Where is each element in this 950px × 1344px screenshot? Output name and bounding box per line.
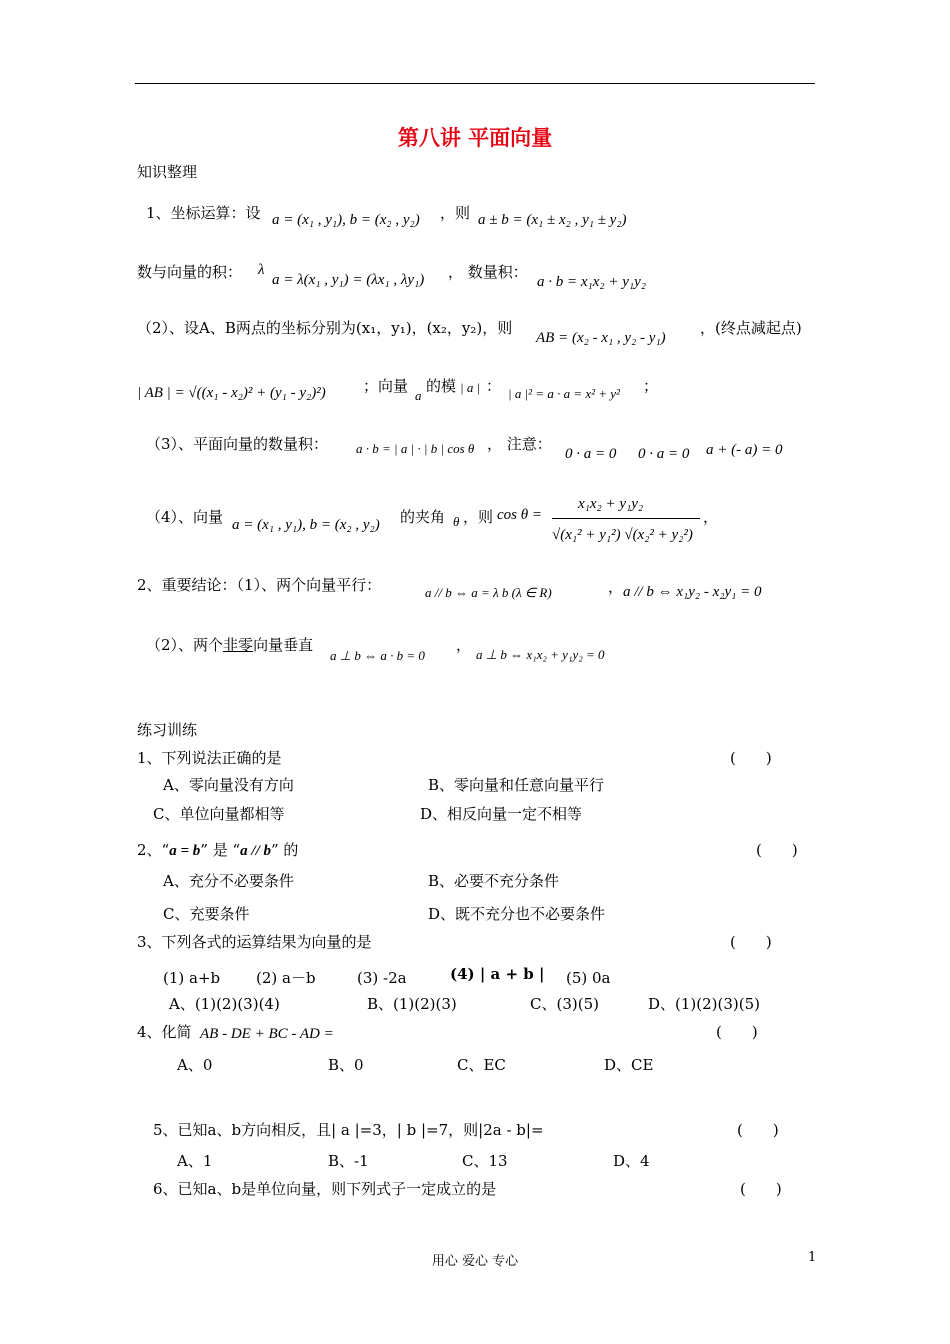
knowledge-line-2-formula: a = λ(x₁ , y₁) = (λx₁ , λy₁): [272, 272, 425, 288]
q5-stem: 5、已知a、b方向相反，且| a |=3，| b |=7，则|2a - b|=: [153, 1121, 544, 1139]
line-8-prefix: （2）、两个: [146, 636, 224, 654]
fraction-bar: [552, 518, 700, 519]
q1-stem: 1、下列说法正确的是: [137, 749, 282, 767]
q5-option-b: B、-1: [328, 1152, 369, 1170]
knowledge-line-8-f2: a ⊥ b ⇔ x₁x₂ + y₁y₂ = 0: [476, 647, 605, 662]
knowledge-line-5-note: ， 注意：: [487, 435, 552, 453]
knowledge-line-7-comma: ，: [608, 578, 624, 596]
q5-option-c: C、13: [462, 1152, 508, 1170]
knowledge-line-6-theta: θ: [453, 514, 460, 529]
q2-answer-paren: ( ): [756, 841, 798, 859]
knowledge-line-4-semi: ；: [643, 377, 659, 395]
knowledge-line-6-denominator: √(x₁² + y₁²) √(x₂² + y₂²): [552, 527, 693, 543]
knowledge-line-7-f2: a // b ⇔ x₁y₂ - x₂y₁ = 0: [623, 584, 762, 600]
knowledge-line-4-text2: 的模: [426, 377, 457, 395]
q2-stem: [137, 840, 298, 861]
q4-option-d: D、CE: [604, 1056, 654, 1074]
knowledge-line-5-f2: 0 · a = 0: [638, 446, 690, 462]
knowledge-line-7-f1: a // b ⇔ a = λ b (λ ∈ R): [425, 585, 552, 600]
knowledge-line-4-formula: | AB | = √((x₁ - x₂)² + (y₁ - y₂)²): [137, 385, 326, 401]
knowledge-line-8-f1: a ⊥ b ⇔ a · b = 0: [330, 648, 425, 663]
q2-option-c: C、充要条件: [163, 905, 250, 923]
knowledge-line-3-note: ，(终点减起点): [700, 319, 802, 337]
q4-answer-paren: ( ): [716, 1023, 758, 1041]
q4-stem: 4、化简: [137, 1023, 192, 1041]
q3-stem: 3、下列各式的运算结果为向量的是: [137, 933, 372, 951]
knowledge-line-4-colon: ：: [486, 377, 502, 395]
knowledge-line-2-dot-label: ， 数量积：: [448, 263, 528, 281]
knowledge-line-8-comma: ，: [456, 636, 472, 654]
section-knowledge-heading: 知识整理: [137, 163, 198, 181]
knowledge-line-8-text: [146, 635, 313, 655]
q3-item-2: (2) a－b: [256, 969, 316, 987]
knowledge-line-7-text: 2、重要结论：（1）、两个向量平行：: [137, 576, 382, 594]
q2-stem-b: ” 是 “: [200, 841, 241, 859]
q5-option-a: A、1: [177, 1152, 213, 1170]
q3-item-3: (3) -2a: [357, 969, 407, 987]
q1-option-a: A、零向量没有方向: [163, 776, 294, 794]
knowledge-line-5-f1: 0 · a = 0: [565, 446, 617, 462]
knowledge-line-2-text: 数与向量的积：: [137, 263, 243, 281]
q3-option-c: C、(3)(5): [530, 995, 599, 1013]
line-8-suffix: 向量垂直: [253, 636, 314, 654]
knowledge-line-2-dot-formula: a · b = x₁x₂ + y₁y₂: [537, 274, 646, 290]
knowledge-line-6-end: ，: [703, 508, 719, 526]
knowledge-line-6-text: （4）、向量: [146, 508, 224, 526]
knowledge-line-4-mod: | a |: [460, 380, 481, 395]
knowledge-line-1-text: 1、坐标运算：设: [146, 204, 261, 222]
q2-option-d: D、既不充分也不必要条件: [428, 905, 606, 923]
q1-option-b: B、零向量和任意向量平行: [428, 776, 605, 794]
q4-formula: AB - DE + BC - AD =: [200, 1026, 334, 1042]
q5-option-d: D、4: [613, 1152, 650, 1170]
q6-stem: 6、已知a、b是单位向量，则下列式子一定成立的是: [153, 1180, 497, 1198]
line-8-underlined: 非零: [223, 636, 254, 654]
q4-option-b: B、0: [328, 1056, 364, 1074]
q6-answer-paren: ( ): [740, 1180, 782, 1198]
knowledge-line-5-formula: a · b = | a | · | b | cos θ: [356, 441, 475, 456]
q3-item-5: (5) 0a: [566, 969, 611, 987]
knowledge-line-6-numerator: x₁x₂ + y₁y₂: [578, 496, 644, 512]
q2-stem-c: ” 的: [271, 841, 299, 859]
header-rule: [135, 83, 815, 84]
page-number: 1: [808, 1250, 817, 1265]
knowledge-line-6-then: ，则: [463, 508, 494, 526]
knowledge-line-6-formula: a = (x₁ , y₁), b = (x₂ , y₂): [232, 517, 380, 533]
knowledge-line-5-f3: a + (- a) = 0: [706, 442, 783, 458]
section-practice-heading: 练习训练: [137, 721, 198, 739]
knowledge-line-4-text: ；向量: [363, 377, 409, 395]
q3-item-4: (4) | a + b |: [450, 965, 545, 983]
knowledge-line-6-cos: cos θ =: [497, 507, 542, 523]
q1-option-c: C、单位向量都相等: [153, 805, 285, 823]
q1-answer-paren: ( ): [730, 749, 772, 767]
knowledge-line-1-formula-a: a = (x₁ , y₁), b = (x₂ , y₂): [272, 212, 420, 228]
q2-eq1: a = b: [169, 843, 201, 859]
knowledge-line-2-lambda: λ: [258, 262, 265, 278]
q3-answer-paren: ( ): [730, 933, 772, 951]
knowledge-line-3-text: （2）、设A、B两点的坐标分别为(x₁，y₁)，(x₂，y₂)，则: [137, 319, 513, 337]
q3-option-b: B、(1)(2)(3): [367, 995, 457, 1013]
q3-option-a: A、(1)(2)(3)(4): [169, 995, 280, 1013]
q4-option-a: A、0: [177, 1056, 213, 1074]
q4-option-c: C、EC: [457, 1056, 506, 1074]
knowledge-line-4-a: a: [415, 388, 422, 403]
knowledge-line-1-formula-b: a ± b = (x₁ ± x₂ , y₁ ± y₂): [478, 212, 627, 228]
knowledge-line-6-text2: 的夹角: [400, 508, 446, 526]
q3-item-1: (1) a+b: [163, 969, 221, 987]
q3-option-d: D、(1)(2)(3)(5): [648, 995, 761, 1013]
q2-option-a: A、充分不必要条件: [163, 872, 294, 890]
q2-option-b: B、必要不充分条件: [428, 872, 560, 890]
knowledge-line-3-formula: AB = (x₂ - x₁ , y₂ - y₁): [536, 330, 666, 346]
q1-option-d: D、相反向量一定不相等: [420, 805, 583, 823]
knowledge-line-1-then: ，则: [440, 204, 471, 222]
page-footer: 用心 爱心 专心: [431, 1254, 519, 1269]
knowledge-line-4-formula2: | a |² = a · a = x² + y²: [508, 386, 620, 401]
q2-eq2: a // b: [240, 843, 271, 859]
q2-stem-a: 2、“: [137, 841, 170, 859]
knowledge-line-5-text: （3）、平面向量的数量积：: [146, 435, 329, 453]
q5-answer-paren: ( ): [737, 1121, 779, 1139]
page-title: 第八讲 平面向量: [397, 126, 553, 150]
